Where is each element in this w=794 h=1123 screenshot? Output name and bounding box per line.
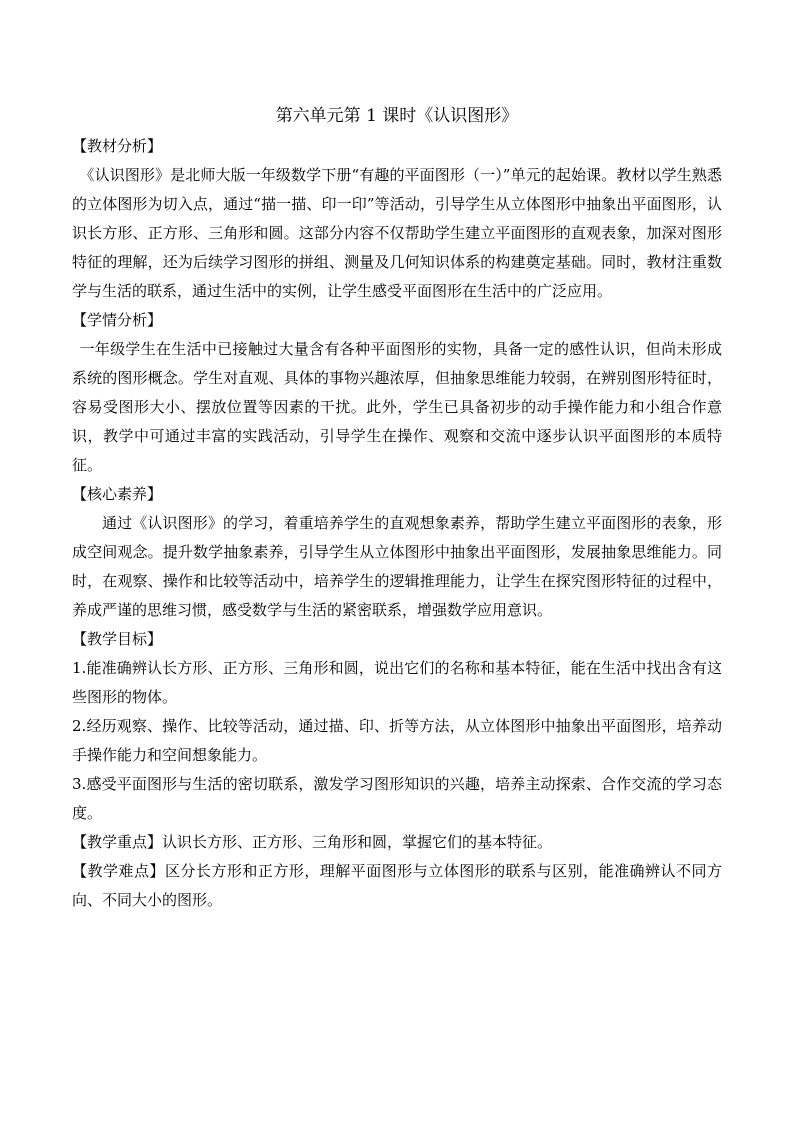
section-heading: 【教学目标】: [72, 630, 163, 648]
section-objectives: [72, 625, 722, 828]
section-difficulty: [72, 857, 722, 915]
section-material-analysis: [72, 132, 722, 306]
page-title: 第六单元第 1 课时《认识图形》: [275, 106, 519, 126]
document-page: [72, 100, 722, 915]
section-body: 区分长方形和正方形，理解平面图形与立体图形的联系与区别，能准确辨认不同方向、不同大小的图形。: [72, 862, 722, 909]
objective-item: 2.经历观察、操作、比较等活动，通过描、印、折等方法，从立体图形中抽象出平面图形，培养动手操作能力和空间想象能力。: [72, 717, 722, 764]
section-heading: 【教学难点】: [72, 862, 165, 880]
section-core-literacy: [72, 480, 722, 625]
section-body: 认识长方形、正方形、三角形和圆，掌握它们的基本特征。: [162, 833, 553, 851]
section-body: 通过《认识图形》的学习，着重培养学生的直观想象素养，帮助学生建立平面图形的表象，形成空间观念。提升数学抽象素养，引导学生从立体图形中抽象出平面图形，发展抽象思维能力。同时，在观察、操作和比较等活动中，培养学生的逻辑推理能力，让学生在探究图形特征的过程中，养成严谨的思维习惯，感受数学与生活的紧密联系，增强数学应用意识。: [72, 514, 722, 619]
section-body: 《认识图形》是北师大版一年级数学下册“有趣的平面图形（一）”单元的起始课。教材以学生熟悉的立体图形为切入点，通过“描一描、印一印”等活动，引导学生从立体图形中抽象出平面图形，认识长方形、正方形、三角形和圆。这部分内容不仅帮助学生建立平面图形的直观表象，加深对图形特征的理解，还为后续学习图形的拼组、测量及几何知识体系的构建奠定基础。同时，教材注重数学与生活的联系，通过生活中的实例，让学生感受平面图形在生活中的广泛应用。: [72, 166, 722, 300]
section-heading: 【学情分析】: [72, 311, 163, 329]
section-heading: 【教材分析】: [72, 137, 163, 155]
section-heading: 【核心素养】: [72, 485, 163, 503]
objective-item: 3.感受平面图形与生活的密切联系，激发学习图形知识的兴趣，培养主动探索、合作交流的学习态度。: [72, 775, 722, 822]
section-student-analysis: [72, 306, 722, 480]
objective-item: 1.能准确辨认长方形、正方形、三角形和圆，说出它们的名称和基本特征，能在生活中找出含有这些图形的物体。: [72, 659, 722, 706]
section-heading: 【教学重点】: [72, 833, 163, 851]
section-key-point: [72, 828, 722, 857]
section-body: 一年级学生在生活中已接触过大量含有各种平面图形的实物，具备一定的感性认识，但尚未形成系统的图形概念。学生对直观、具体的事物兴趣浓厚，但抽象思维能力较弱，在辨别图形特征时，容易受图形大小、摆放位置等因素的干扰。此外，学生已具备初步的动手操作能力和小组合作意识，教学中可通过丰富的实践活动，引导学生在操作、观察和交流中逐步认识平面图形的本质特征。: [72, 340, 722, 474]
